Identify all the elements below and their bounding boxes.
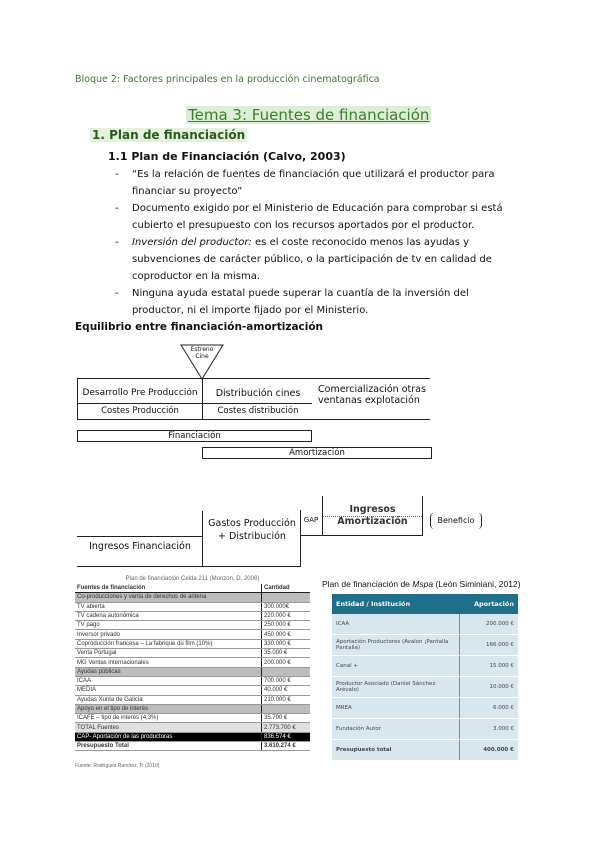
bullet-term: Inversión del productor:	[132, 237, 252, 248]
table-row	[332, 719, 518, 740]
financing-table-celda-211	[75, 584, 310, 751]
row-label: Ayudas Xunta de Galicia	[75, 695, 262, 704]
desarrollo-label: Desarrollo Pre Producción	[82, 388, 198, 398]
diagram-heading: Equilibrio entre financiación-amortización	[75, 321, 324, 333]
bullet: - Documento exigido por el Ministerio de Educación para comprobar si está cubierto el presupuesto con los recursos aportados por el productor.	[110, 200, 520, 234]
gap-label: GAP	[303, 516, 319, 524]
table-row	[332, 677, 518, 698]
total-value: 400.000 €	[460, 740, 519, 761]
row-label: Co-producciones y venta de derechos de antena	[75, 593, 262, 602]
row-value: 250.000 €	[262, 621, 311, 630]
row-label: CAP- Aportación de las productoras	[75, 732, 262, 741]
row-label: TOTAL Fuentes	[75, 723, 262, 732]
costes-produccion-label: Costes Producción	[101, 406, 179, 416]
bullet: - “Es la relación de fuentes de financiación que utilizará el productor para financiar su proyecto”	[110, 166, 520, 200]
row-label: MG Ventas internacionales	[75, 658, 262, 667]
row-label: Productor Asociado (Daniel Sánchez Arévalo)	[332, 677, 460, 698]
table-row	[75, 723, 310, 732]
row-label: ICAA	[332, 614, 460, 635]
table-row	[75, 621, 310, 630]
bullet	[110, 234, 520, 285]
distribucion-label: Distribución cines	[215, 388, 301, 399]
page-title: Tema 3: Fuentes de financiación	[188, 106, 430, 124]
column-header: Aportación	[460, 594, 519, 614]
table-row	[332, 656, 518, 677]
row-label: ICAA	[75, 676, 262, 685]
table-row	[75, 676, 310, 685]
table-row	[75, 667, 310, 676]
row-label: TV abierta	[75, 602, 262, 611]
row-value: 200.000 €	[262, 658, 311, 667]
row-label: Apoyo en el tipo de interés	[75, 704, 262, 713]
row-label: Aportación Productores (Avalon ¡Pantalla Pantalla)	[332, 635, 460, 656]
right-table-caption	[322, 579, 520, 589]
row-label: Fundación Autor	[332, 719, 460, 740]
divider	[77, 378, 430, 379]
table-row	[75, 695, 310, 704]
bullet: - Ninguna ayuda estatal puede superar la cuantía de la inversión del productor, ni el importe fijado por el Ministerio.	[110, 285, 520, 319]
row-label: Canal +	[332, 656, 460, 677]
row-value: 200.000 €	[460, 614, 519, 635]
row-value: 3.610.274 €	[262, 742, 311, 751]
divider	[202, 511, 203, 567]
row-value: 330.000 €	[262, 639, 311, 648]
caption-text: (León Siminiani, 2012)	[433, 579, 521, 589]
row-value: 166.000 €	[460, 635, 519, 656]
row-value	[262, 704, 311, 713]
table-row	[75, 686, 310, 695]
bullet-list	[110, 166, 520, 319]
table-row	[332, 698, 518, 719]
divider	[77, 536, 202, 537]
row-label: Ayudas públicas	[75, 667, 262, 676]
total-label: Presupuesto total	[332, 740, 460, 761]
row-value: 836.574 €	[262, 732, 311, 741]
ingresos-label: Ingresos	[349, 504, 396, 515]
table-row	[75, 639, 310, 648]
beneficio-label: Beneficio	[430, 513, 482, 529]
row-value	[262, 593, 311, 602]
row-value: 220.000 €	[262, 611, 311, 620]
table-row	[75, 704, 310, 713]
table-row	[75, 658, 310, 667]
row-label: ICAFE – tipo de interés (4,3%)	[75, 714, 262, 723]
row-value: 35.700 €	[262, 714, 311, 723]
amortizacion-label: Amortización	[337, 516, 408, 527]
financiacion-bar: Financiación	[77, 430, 312, 442]
row-label: Presupuesto Total	[75, 742, 262, 751]
row-value: 6.000 €	[460, 698, 519, 719]
row-label: TV pago	[75, 621, 262, 630]
subsection-heading: 1.1 Plan de Financiación (Calvo, 2003)	[108, 150, 346, 163]
table-row	[75, 649, 310, 658]
row-value	[262, 667, 311, 676]
table-row	[75, 732, 310, 741]
row-label: Inversor privado	[75, 630, 262, 639]
column-header: Cantidad	[262, 584, 311, 593]
divider	[77, 403, 312, 404]
column-header: Entidad / Institución	[332, 594, 460, 614]
row-label: Venta Portugal	[75, 649, 262, 658]
row-value: 210.000 €	[262, 695, 311, 704]
divider	[300, 535, 423, 536]
left-table-source: Fuente: Rodríguez Ramírez, P. (2010)	[75, 763, 160, 769]
divider	[77, 419, 430, 420]
divider	[77, 566, 300, 567]
row-value: 2.773.700 €	[262, 723, 311, 732]
row-label: MEDIA	[75, 686, 262, 695]
financing-table-mspa	[332, 594, 518, 761]
table-row	[332, 635, 518, 656]
caption-text: Plan de financiación de	[322, 579, 413, 589]
table-row	[75, 611, 310, 620]
row-value: 10.000 €	[460, 677, 519, 698]
row-value: 40.000 €	[262, 686, 311, 695]
estreno-label: Estreno Cine	[190, 346, 214, 360]
table-row	[332, 614, 518, 635]
left-table-caption: Plan de financiación Celda 211 (Monzon, D. 2006)	[125, 576, 260, 582]
caption-film: Mspa	[412, 579, 434, 589]
table-row	[75, 593, 310, 602]
table-row	[75, 742, 310, 751]
bullet-text: es el coste reconocido menos las ayudas y subvenciones de carácter público, o la participación de tv en calidad de coproductor en la misma.	[132, 237, 492, 282]
row-value: 700.000 €	[262, 676, 311, 685]
row-label: Coproducción francesa – La fabrique du film (10%)	[75, 639, 262, 648]
header: Bloque 2: Factores principales en la producción cinematográfica	[75, 74, 380, 85]
row-value: 300.000€	[262, 602, 311, 611]
table-row	[75, 602, 310, 611]
costes-distribucion-label: Costes distribución	[217, 406, 299, 416]
gastos-label: Gastos Producción + Distribución	[208, 518, 296, 542]
section-heading: 1. Plan de financiación	[92, 128, 246, 142]
row-label: TV cadena autonómica	[75, 611, 262, 620]
ingresos-financiacion-label: Ingresos Financiación	[89, 541, 191, 552]
comercializacion-label: Comercialización otras ventanas explotación	[318, 384, 426, 406]
column-header: Fuentes de financiación	[75, 584, 262, 593]
row-value: 450.000 €	[262, 630, 311, 639]
row-label: MREA	[332, 698, 460, 719]
row-value: 35.000 €	[262, 649, 311, 658]
row-value: 3.000 €	[460, 719, 519, 740]
table-row	[75, 714, 310, 723]
amortizacion-bar: Amortización	[202, 447, 432, 459]
table-row	[75, 630, 310, 639]
row-value: 15.000 €	[460, 656, 519, 677]
divider	[422, 496, 423, 536]
